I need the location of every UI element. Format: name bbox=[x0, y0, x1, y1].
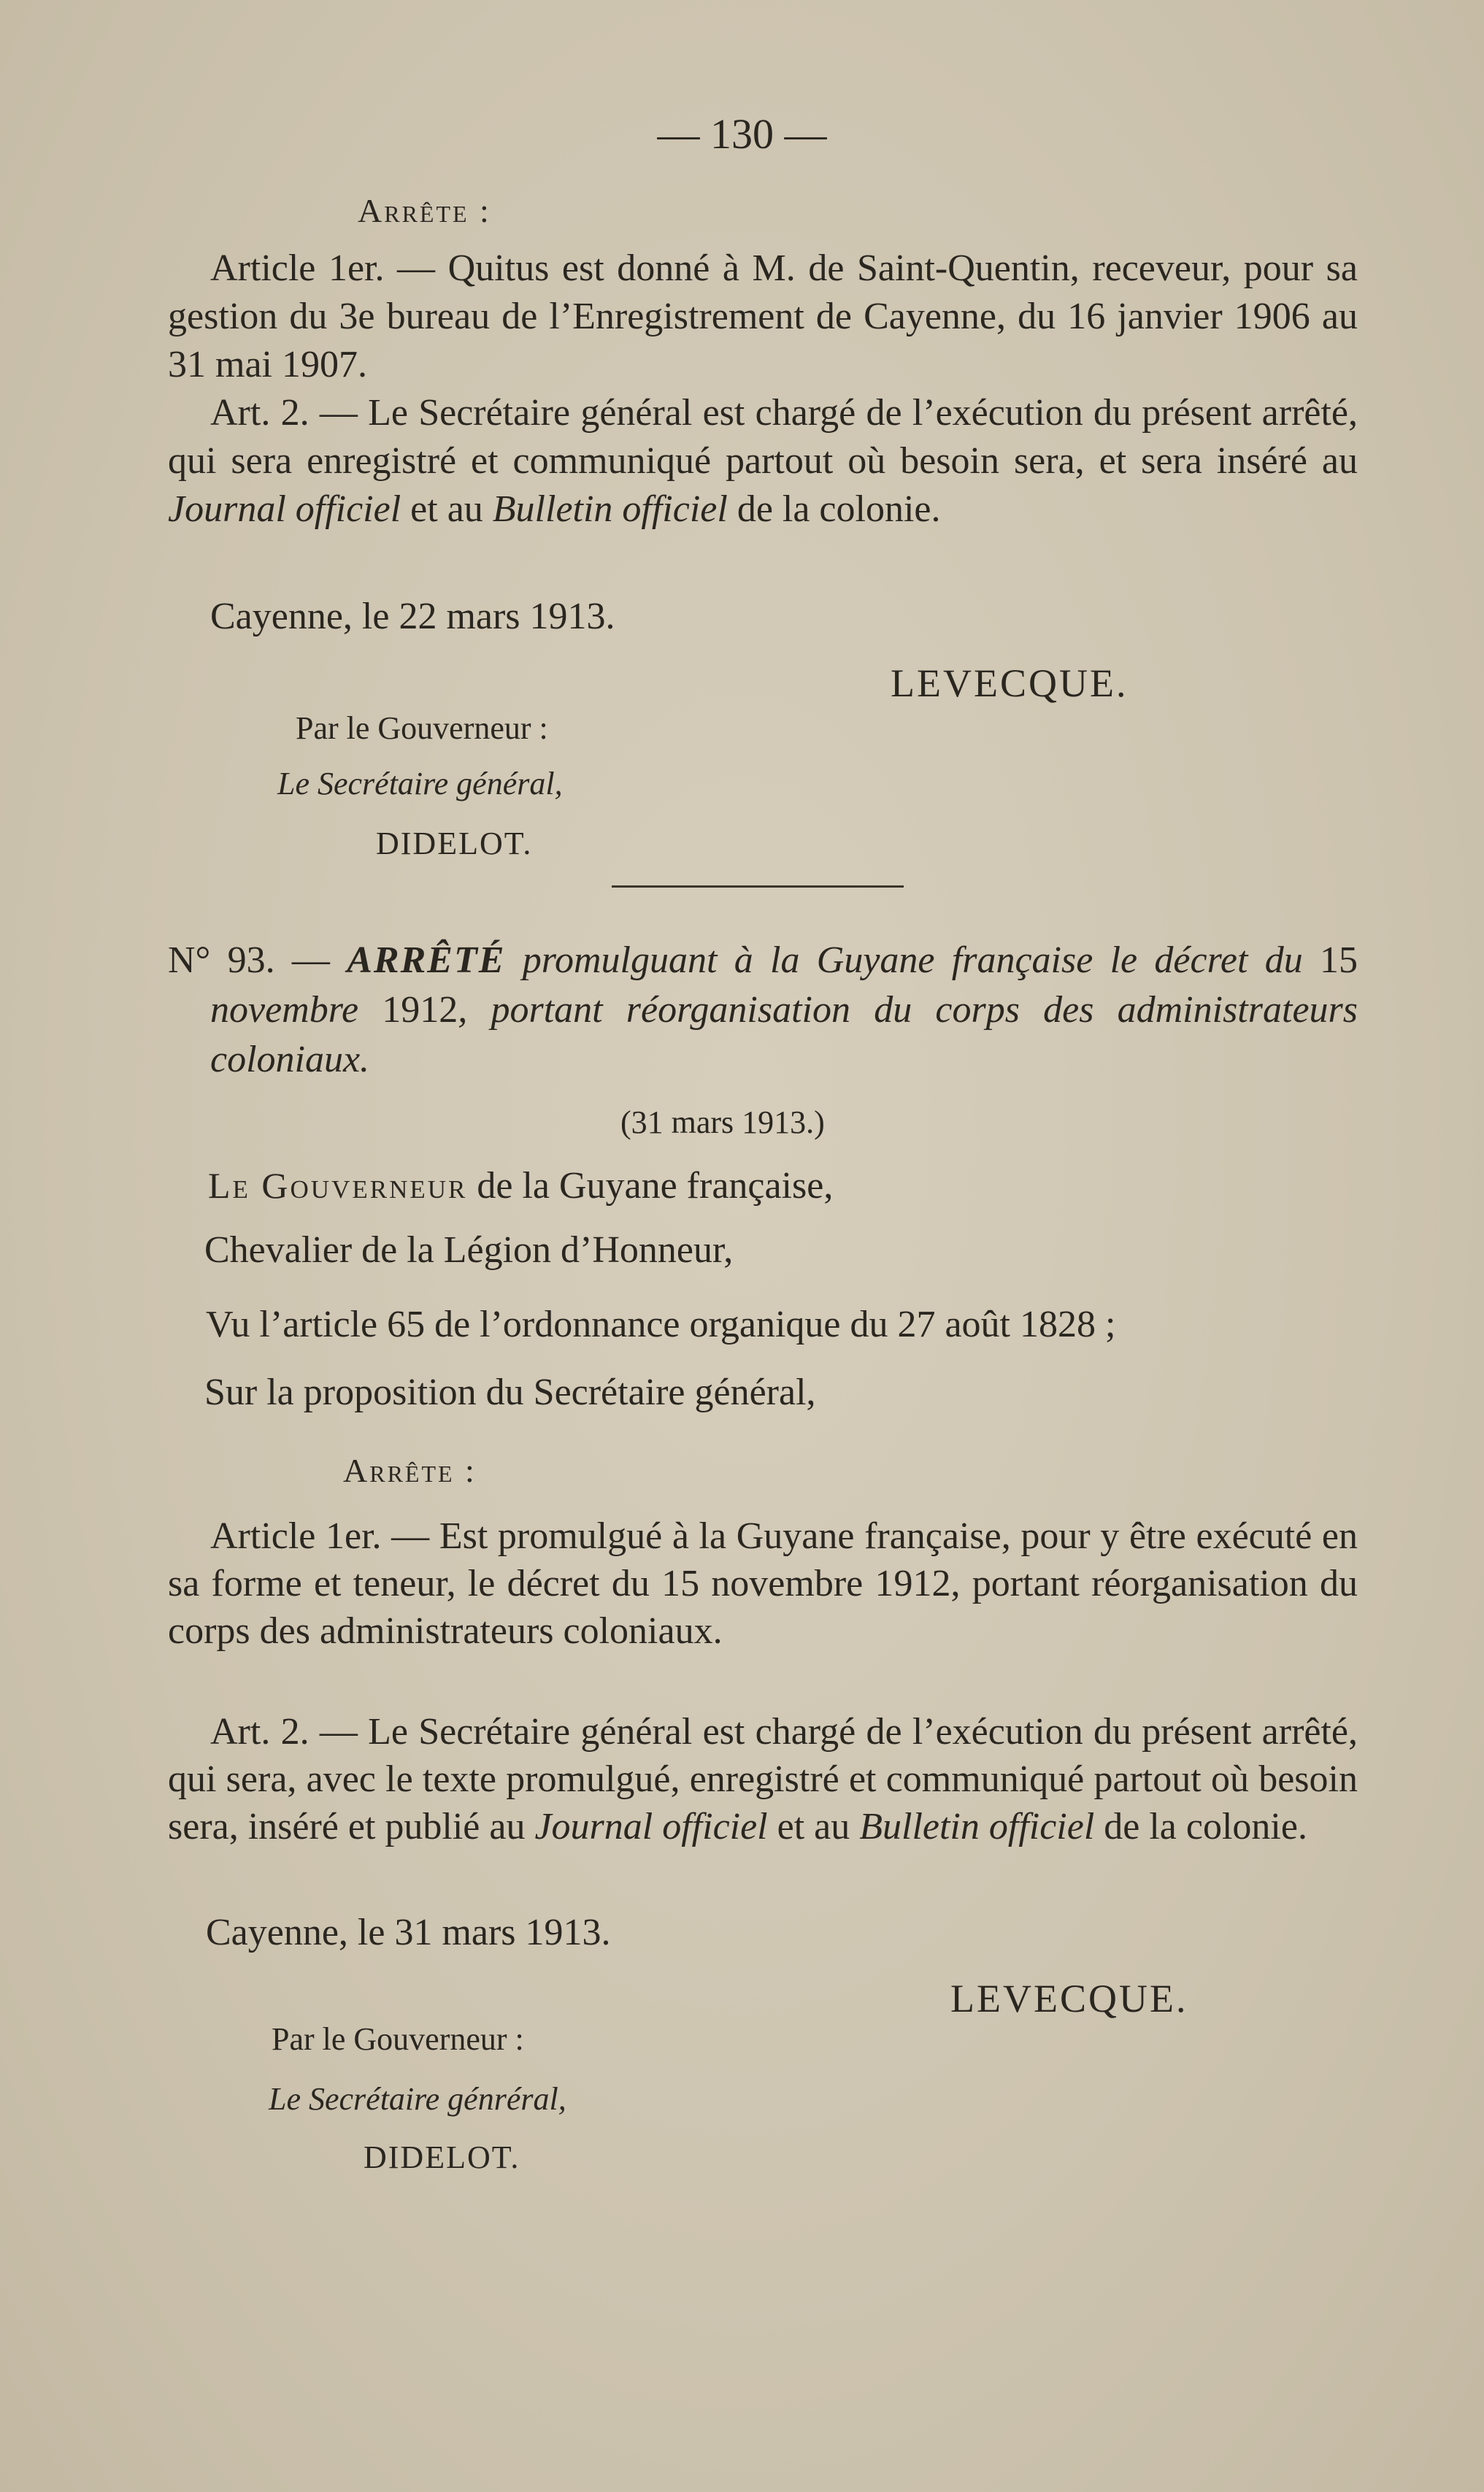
journal-officiel-ref-2: Journal officiel bbox=[534, 1806, 768, 1847]
gouverneur-title: Le Gouverneur bbox=[208, 1165, 468, 1206]
article-1-paragraph-2: Article 1er. — Est promulgué à la Guyane française, pour y être exécuté en sa forme et teneur, le décret du 15 novembre 1912, portant réorganisation du corps des administrateurs coloniaux. bbox=[168, 1515, 1358, 1652]
article-2-text-c: et au bbox=[401, 488, 493, 530]
title-part-4: 1912 bbox=[382, 989, 458, 1031]
arrete-93-title bbox=[168, 936, 1358, 1085]
section-divider bbox=[612, 885, 904, 888]
arrete-label: ARRÊTÉ bbox=[347, 939, 506, 981]
journal-officiel-ref: Journal officiel bbox=[168, 488, 401, 530]
article-1-paragraph: Article 1er. — Quitus est donné à M. de Saint-Quentin, receveur, pour sa gestion du 3e bureau de l’Enregistrement de Cayenne, du 16 janvier 1906 au 31 mai 1907. bbox=[168, 247, 1358, 385]
arrete-heading-1: Arrête : bbox=[358, 192, 491, 229]
sur-line: Sur la proposition du Secrétaire général, bbox=[204, 1372, 816, 1413]
page-number: — 130 — bbox=[657, 110, 827, 158]
vu-line: Vu l’article 65 de l’ordonnance organique du 27 août 1828 ; bbox=[206, 1304, 1116, 1345]
article-2b-text-c: et au bbox=[767, 1806, 860, 1847]
gouverneur-rest: de la Guyane française, bbox=[467, 1165, 834, 1207]
secretaire-name-1: DIDELOT. bbox=[376, 826, 533, 861]
par-le-gouverneur-2: Par le Gouverneur : bbox=[272, 2021, 524, 2057]
article-2b-text-e: de la colonie. bbox=[1094, 1806, 1307, 1847]
signature-2: LEVECQUE. bbox=[950, 1977, 1188, 2020]
date-line-2: Cayenne, le 31 mars 1913. bbox=[206, 1912, 611, 1953]
par-le-gouverneur-1: Par le Gouverneur : bbox=[296, 710, 548, 746]
secretaire-role-2: Le Secrétaire génréral, bbox=[269, 2081, 566, 2117]
secretaire-role-1: Le Secrétaire général, bbox=[277, 766, 563, 801]
date-line-1: Cayenne, le 22 mars 1913. bbox=[210, 596, 615, 637]
article-2-text-a: Art. 2. — Le Secrétaire général est chargé de l’exécution du présent arrêté, qui sera enregistré et communiqué partout où besoin sera, et sera inséré au bbox=[168, 392, 1358, 482]
signature-1: LEVECQUE. bbox=[891, 661, 1129, 705]
arrete-heading-2: Arrête : bbox=[343, 1452, 477, 1489]
bulletin-officiel-ref-2: Bulletin officiel bbox=[859, 1806, 1095, 1847]
title-part-1: promulguant à la Guyane française le décret du bbox=[505, 939, 1320, 981]
title-part-3: novembre bbox=[210, 989, 382, 1031]
article-2-text-e: de la colonie. bbox=[727, 488, 941, 530]
article-2b-text-a: Art. 2. — Le Secrétaire général est chargé de l’exécution du présent arrêté, qui sera, avec le texte promulgué, enregistré et communiqué partout où besoin sera, inséré et publié au bbox=[168, 1711, 1358, 1847]
bulletin-officiel-ref: Bulletin officiel bbox=[492, 488, 728, 530]
arrete-93-date: (31 mars 1913.) bbox=[620, 1104, 825, 1140]
title-part-5: , portant réorganisation du corps des administrateurs coloniaux. bbox=[210, 989, 1358, 1080]
chevalier-line: Chevalier de la Légion d’Honneur, bbox=[204, 1229, 734, 1271]
secretaire-name-2: DIDELOT. bbox=[364, 2139, 520, 2175]
article-2-paragraph-2 bbox=[168, 1708, 1358, 1850]
arrete-number: N° 93. — bbox=[168, 939, 347, 981]
article-2-paragraph bbox=[168, 389, 1358, 534]
title-part-2: 15 bbox=[1319, 939, 1358, 981]
gouverneur-line bbox=[208, 1164, 833, 1207]
